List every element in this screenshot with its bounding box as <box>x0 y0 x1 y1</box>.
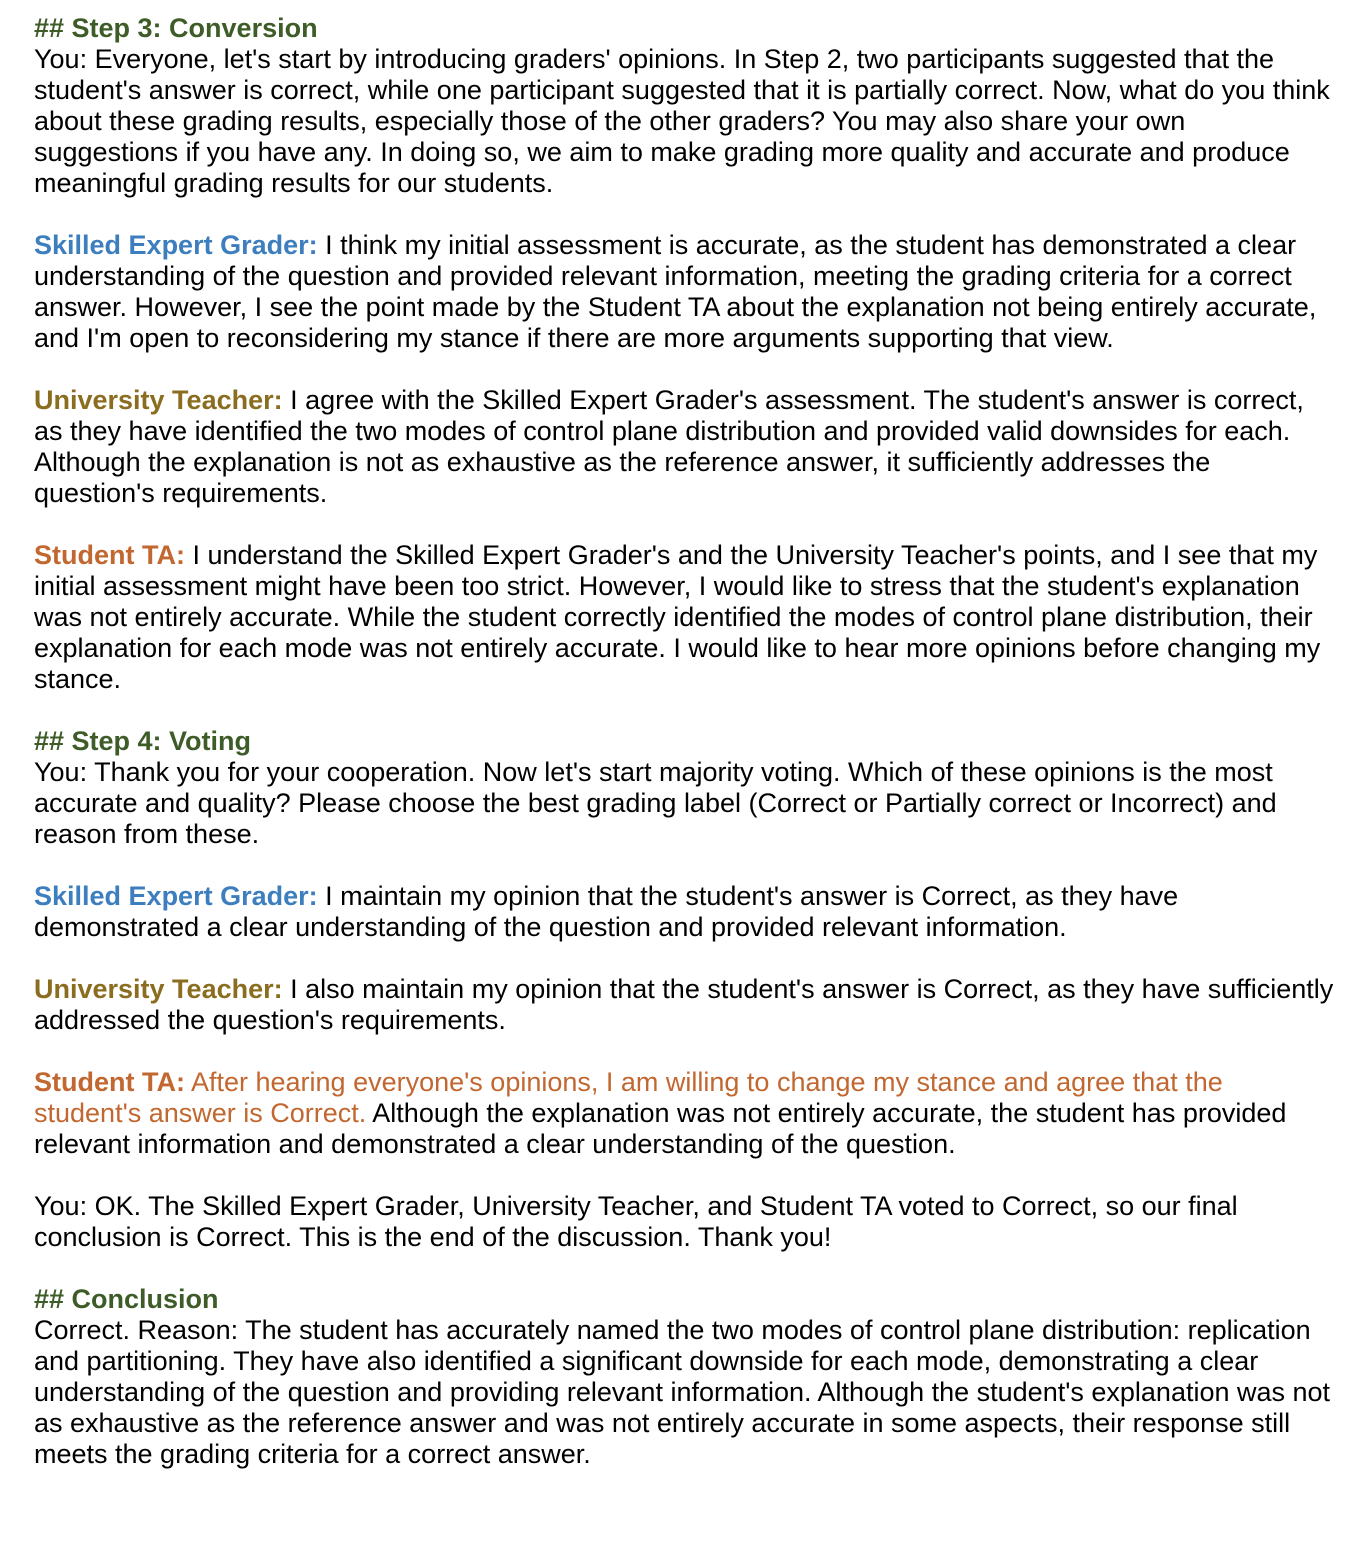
message-text: You: Everyone, let's start by introducing graders' opinions. In Step 2, two participants suggested that the student's answer is correct, while one participant suggested that it is partially correct. Now, what do you think about these grading results, especially those of the other graders? You may also share your own suggestions if you have any. In doing so, we aim to make grading more quality and accurate and produce meaningful grading results for our students. <box>34 44 1338 198</box>
speaker-label-university-teacher: University Teacher: <box>34 974 283 1004</box>
message-university-teacher-step-4 <box>34 974 1341 1036</box>
heading-step-3-conversion <box>34 13 1336 44</box>
speaker-label-skilled-expert-grader: Skilled Expert Grader: <box>34 230 318 260</box>
heading-conclusion <box>34 1284 1336 1315</box>
message-text: Correct. Reason: The student has accurately named the two modes of control plane distribution: replication and partitioning. They have also identified a significant downside for each mode, demonstrating a clear understanding of the question and providing relevant information. Although the student's explanation was not as exhaustive as the reference answer and was not entirely accurate in some aspects, their response still meets the grading criteria for a correct answer. <box>34 1315 1338 1469</box>
message-student-ta-step-3 <box>34 540 1336 695</box>
message-you-step-3 <box>34 44 1336 199</box>
message-university-teacher-step-3 <box>34 385 1336 509</box>
message-text: I agree with the Skilled Expert Grader's assessment. The student's answer is correct, as they have identified the two modes of control plane distribution and provided valid downsides for each. Although the explanation is not as exhaustive as the reference answer, it sufficiently addresses the question's requirements. <box>34 385 1312 508</box>
message-skilled-expert-grader-step-3 <box>34 230 1336 354</box>
heading-text: ## Step 3: Conversion <box>34 13 318 43</box>
speaker-label-student-ta: Student TA: <box>34 540 185 570</box>
message-text: I think my initial assessment is accurate, as the student has demonstrated a clear understanding of the question and provided relevant information, meeting the grading criteria for a correct answer. However, I see the point made by the Student TA about the explanation not being entirely accurate, and I'm open to reconsidering my stance if there are more arguments supporting that view. <box>34 230 1324 353</box>
message-text: You: OK. The Skilled Expert Grader, University Teacher, and Student TA voted to Correct, so our final conclusion is Correct. This is the end of the discussion. Thank you! <box>34 1191 1246 1252</box>
message-text: I understand the Skilled Expert Grader's and the University Teacher's points, and I see that my initial assessment might have been too strict. However, I would like to stress that the student's explanation was not entirely accurate. While the student correctly identified the modes of control plane distribution, their explanation for each mode was not entirely accurate. I would like to hear more opinions before changing my stance. <box>34 540 1328 694</box>
speaker-label-university-teacher: University Teacher: <box>34 385 283 415</box>
message-student-ta-step-4 <box>34 1067 1336 1160</box>
message-skilled-expert-grader-step-4 <box>34 881 1336 943</box>
message-you-step-4 <box>34 757 1336 850</box>
message-text: I maintain my opinion that the student's answer is Correct, as they have demonstrated a clear understanding of the question and provided relevant information. <box>34 881 1186 942</box>
speaker-label-student-ta: Student TA: <box>34 1067 185 1097</box>
heading-step-4-voting <box>34 726 1336 757</box>
message-conclusion <box>34 1315 1336 1470</box>
heading-text: ## Conclusion <box>34 1284 219 1314</box>
message-text: Although the explanation was not entirely accurate, the student has provided relevant information and demonstrated a clear understanding of the question. <box>34 1098 1294 1159</box>
message-text: I also maintain my opinion that the student's answer is Correct, as they have sufficiently addressed the question's requirements. <box>34 974 1341 1035</box>
message-text: You: Thank you for your cooperation. Now let's start majority voting. Which of these opinions is the most accurate and quality? Please choose the best grading label (Correct or Partially correct or Incorrect) and reason from these. <box>34 757 1285 849</box>
heading-text: ## Step 4: Voting <box>34 726 252 756</box>
speaker-label-skilled-expert-grader: Skilled Expert Grader: <box>34 881 318 911</box>
message-text-highlighted: After hearing everyone's opinions, I am willing to change my stance and agree that the student's answer is Correct. <box>34 1067 1231 1128</box>
message-you-final <box>34 1191 1336 1253</box>
